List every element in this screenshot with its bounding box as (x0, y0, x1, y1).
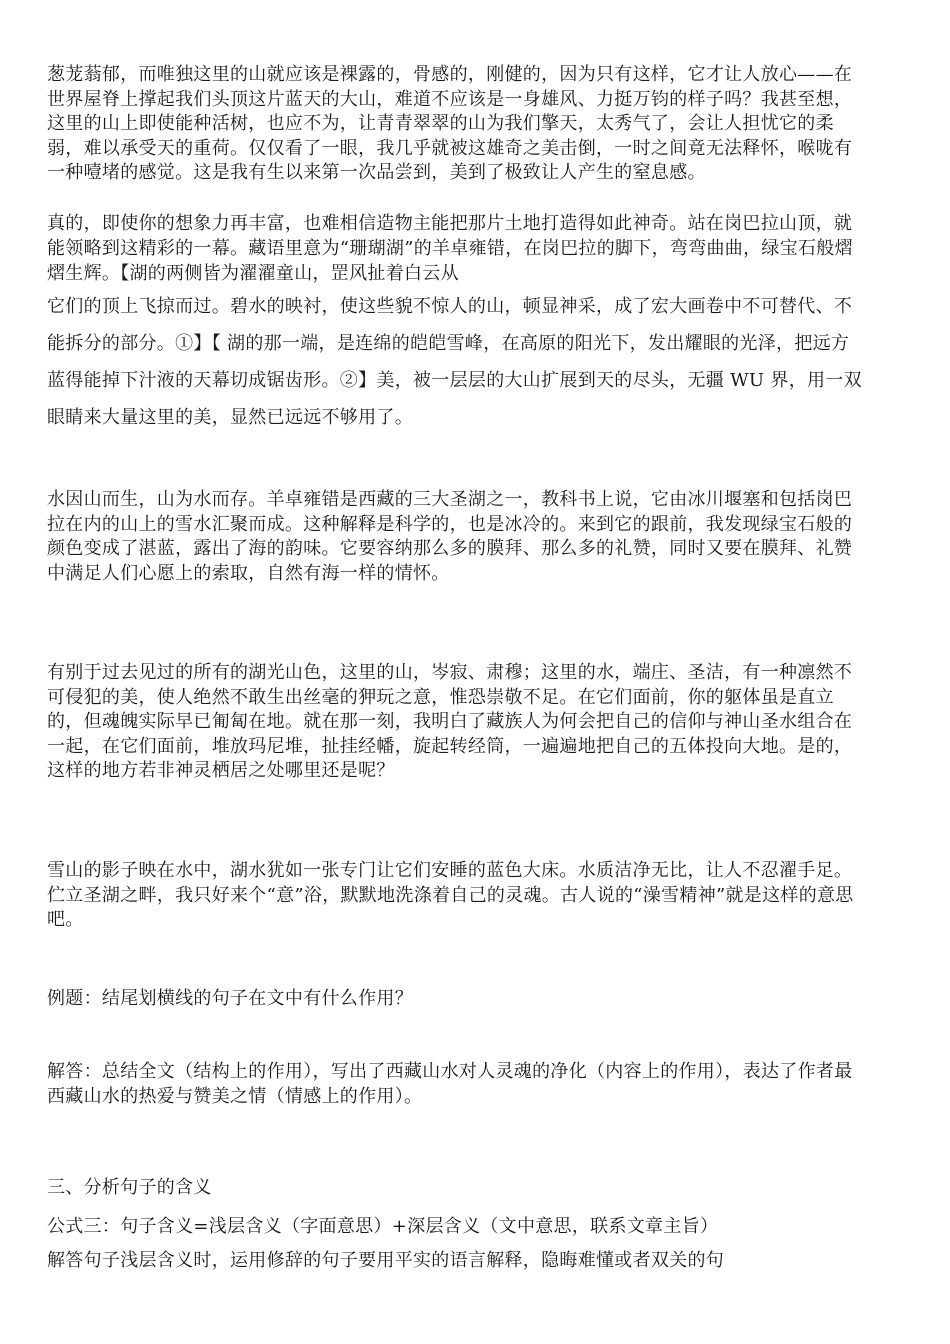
paragraph-water-mountain (47, 488, 867, 586)
paragraph-lake-continued (47, 288, 867, 436)
heading-text: 三、分析句子的含义 (47, 1177, 212, 1198)
example-question (47, 987, 867, 1012)
paragraph-text: 有别于过去见过的所有的湖光山色，这里的山，岑寂、肃穆；这里的水，端庄、圣洁，有一种凛然不可侵犯的美，使人绝然不敢生出丝毫的狎玩之意，惟恐崇敬不足。在它们面前，你的躯体虽是直立的，但魂魄实际早已匍匐在地。就在那一刻，我明白了藏族人为何会把自己的信仰与神山圣水组合在一起，在它们面前，堆放玛尼堆，扯挂经幡，旋起转经筒，一遍遍地把自己的五体投向大地。是的，这样的地方若非神灵栖居之处哪里还是呢？ (47, 662, 853, 781)
answer-text: 解答：总结全文（结构上的作用），写出了西藏山水对人灵魂的净化（内容上的作用），表达了作者最西藏山水的热爱与赞美之情（情感上的作用）。 (47, 1061, 853, 1107)
paragraph-text: 水因山而生，山为水而存。羊卓雍错是西藏的三大圣湖之一，教科书上说，它由冰川堰塞和包括岗巴拉在内的山上的雪水汇聚而成。这种解释是科学的，也是冰冷的。来到它的跟前，我发现绿宝石般的颜色变成了湛蓝，露出了海的韵味。它要容纳那么多的膜拜、那么多的礼赞，同时又要在膜拜、礼赞中满足人们心愿上的索取，自然有海一样的情怀。 (47, 489, 853, 584)
question-text: 例题：结尾划横线的句子在文中有什么作用？ (47, 988, 413, 1009)
paragraph-lake-intro (47, 211, 867, 286)
paragraph-text: 它们的顶上飞掠而过。碧水的映衬，使这些貌不惊人的山，顿显神采，成了宏大画卷中不可替代、不能拆分的部分。①】【 湖的那一端，是连绵的皑皑雪峰，在高原的阳光下，发出耀眼的光泽，把远方蓝得能掉下汁液的天幕切成锯齿形。②】美，被一层层的大山扩展到天的尽头，无疆 WU 界，用一双眼睛来大量这里的美，显然已远远不够用了。 (47, 296, 862, 428)
paragraph-text: 真的，即使你的想象力再丰富，也难相信造物主能把那片土地打造得如此神奇。站在岗巴拉山顶，就能领略到这精彩的一幕。藏语里意为“珊瑚湖”的羊卓雍错，在岗巴拉的脚下，弯弯曲曲，绿宝石般熠熠生辉。【湖的两侧皆为濯濯童山，罡风扯着白云从 (47, 213, 853, 284)
paragraph-mountains (47, 63, 867, 186)
paragraph-text: 葱茏蓊郁，而唯独这里的山就应该是裸露的，骨感的，刚健的，因为只有这样，它才让人放心——在世界屋脊上撑起我们头顶这片蓝天的大山，难道不应该是一身雄风、力挺万钧的样子吗？我甚至想，这里的山上即使能种活树，也应不为，让青青翠翠的山为我们擎天，太秀气了，会让人担忧它的柔弱，难以承受天的重荷。仅仅看了一眼，我几乎就被这雄奇之美击倒，一时之间竟无法释怀，喉咙有一种噎堵的感觉。这是我有生以来第一次品尝到，美到了极致让人产生的窒息感。 (47, 64, 853, 183)
section-heading (47, 1176, 867, 1201)
formula-line (47, 1215, 867, 1240)
formula-note-text: 解答句子浅层含义时，运用修辞的句子要用平实的语言解释，隐晦难懂或者双关的句 (47, 1250, 725, 1271)
formula-note (47, 1249, 867, 1274)
paragraph-snow-reflection (47, 859, 867, 933)
paragraph-text: 雪山的影子映在水中，湖水犹如一张专门让它们安睡的蓝色大床。水质洁净无比，让人不忍濯手足。伫立圣湖之畔，我只好来个“意”浴，默默地洗涤着自己的灵魂。古人说的“澡雪精神”就是这样的意思吧。 (47, 860, 854, 930)
example-answer (47, 1060, 867, 1109)
formula-text: 公式三：句子含义=浅层含义（字面意思）+深层含义（文中意思，联系文章主旨） (47, 1216, 719, 1237)
paragraph-sacred (47, 661, 867, 784)
